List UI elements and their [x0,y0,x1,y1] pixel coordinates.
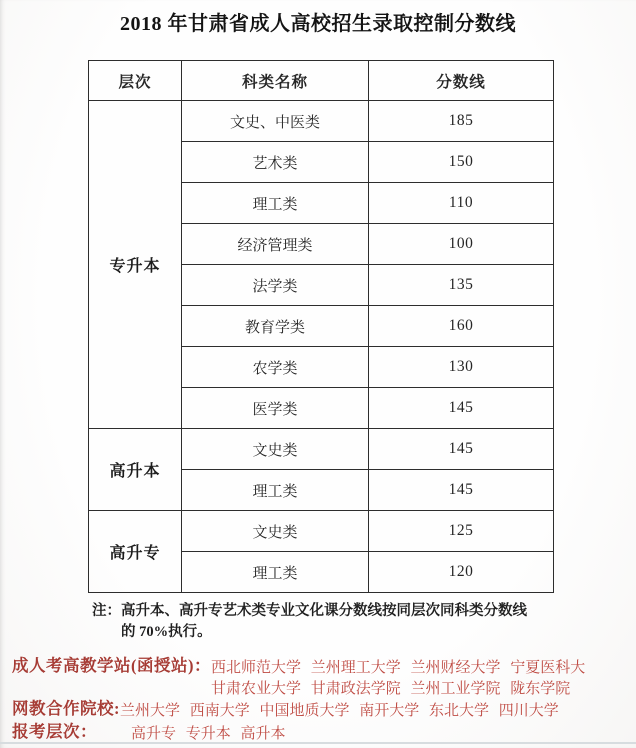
table-row [89,429,554,470]
category-cell: 农学类 [182,347,369,388]
category-cell: 医学类 [182,388,369,429]
correspondence-stations-row [12,656,636,699]
footer-row-value [120,699,559,722]
table-row [89,101,554,142]
category-cell: 法学类 [182,265,369,306]
category-cell: 文史、中医类 [182,101,369,142]
col-header-level: 层次 [89,61,182,101]
score-cell: 185 [369,101,554,142]
footer-info [12,656,636,744]
score-table-body [89,101,554,593]
category-cell: 文史类 [182,429,369,470]
table-header-row [89,61,554,101]
note-line1: 高升本、高升专艺术类专业文化课分数线按同层次同科类分数线 [121,603,527,619]
footer-value-line: 西北师范大学 兰州理工大学 兰州财经大学 宁夏医科大 [211,660,586,676]
category-cell: 经济管理类 [182,224,369,265]
category-cell: 理工类 [182,183,369,224]
footer-value-line: 高升专 专升本 高升本 [131,725,286,742]
footer-value-line: 甘肃农业大学 甘肃政法学院 兰州工业学院 陇东学院 [211,680,571,697]
score-cell: 160 [369,306,554,347]
footer-row-value [131,722,286,745]
score-table [88,60,554,593]
category-cell: 文史类 [182,511,369,552]
score-cell: 110 [369,183,554,224]
score-cell: 125 [369,511,554,552]
score-cell: 145 [369,429,554,470]
col-header-score: 分数线 [369,61,554,101]
score-cell: 145 [369,470,554,511]
score-cell: 145 [369,388,554,429]
score-cell: 120 [369,552,554,593]
level-cell-zhuanshengben: 专升本 [89,101,182,429]
score-cell: 130 [369,347,554,388]
score-cell: 150 [369,142,554,183]
table-row [89,511,554,552]
category-cell: 理工类 [182,552,369,593]
note [92,601,558,643]
footer-value-line: 兰州大学 西南大学 中国地质大学 南开大学 东北大学 四川大学 [120,703,559,719]
note-label: 注： [92,603,121,619]
category-cell: 理工类 [182,470,369,511]
score-cell: 100 [369,224,554,265]
level-cell-gaoshengzhuan: 高升专 [89,511,182,593]
col-header-category: 科类名称 [182,61,369,101]
category-cell: 教育学类 [182,306,369,347]
footer-row-label: 网教合作院校: [12,699,120,718]
footer-row-value [211,656,585,699]
score-cell: 135 [369,265,554,306]
footer-row-label: 成人考高教学站(函授站)： [12,656,211,675]
note-line2: 的 70%执行。 [121,624,212,640]
level-cell-gaoshengben: 高升本 [89,429,182,511]
online-partner-colleges-row [12,699,636,722]
note-text [121,601,558,643]
application-levels-row [12,722,636,745]
category-cell: 艺术类 [182,142,369,183]
page-title: 2018 年甘肃省成人高校招生录取控制分数线 [120,13,516,35]
footer-row-label: 报考层次： [12,721,97,741]
